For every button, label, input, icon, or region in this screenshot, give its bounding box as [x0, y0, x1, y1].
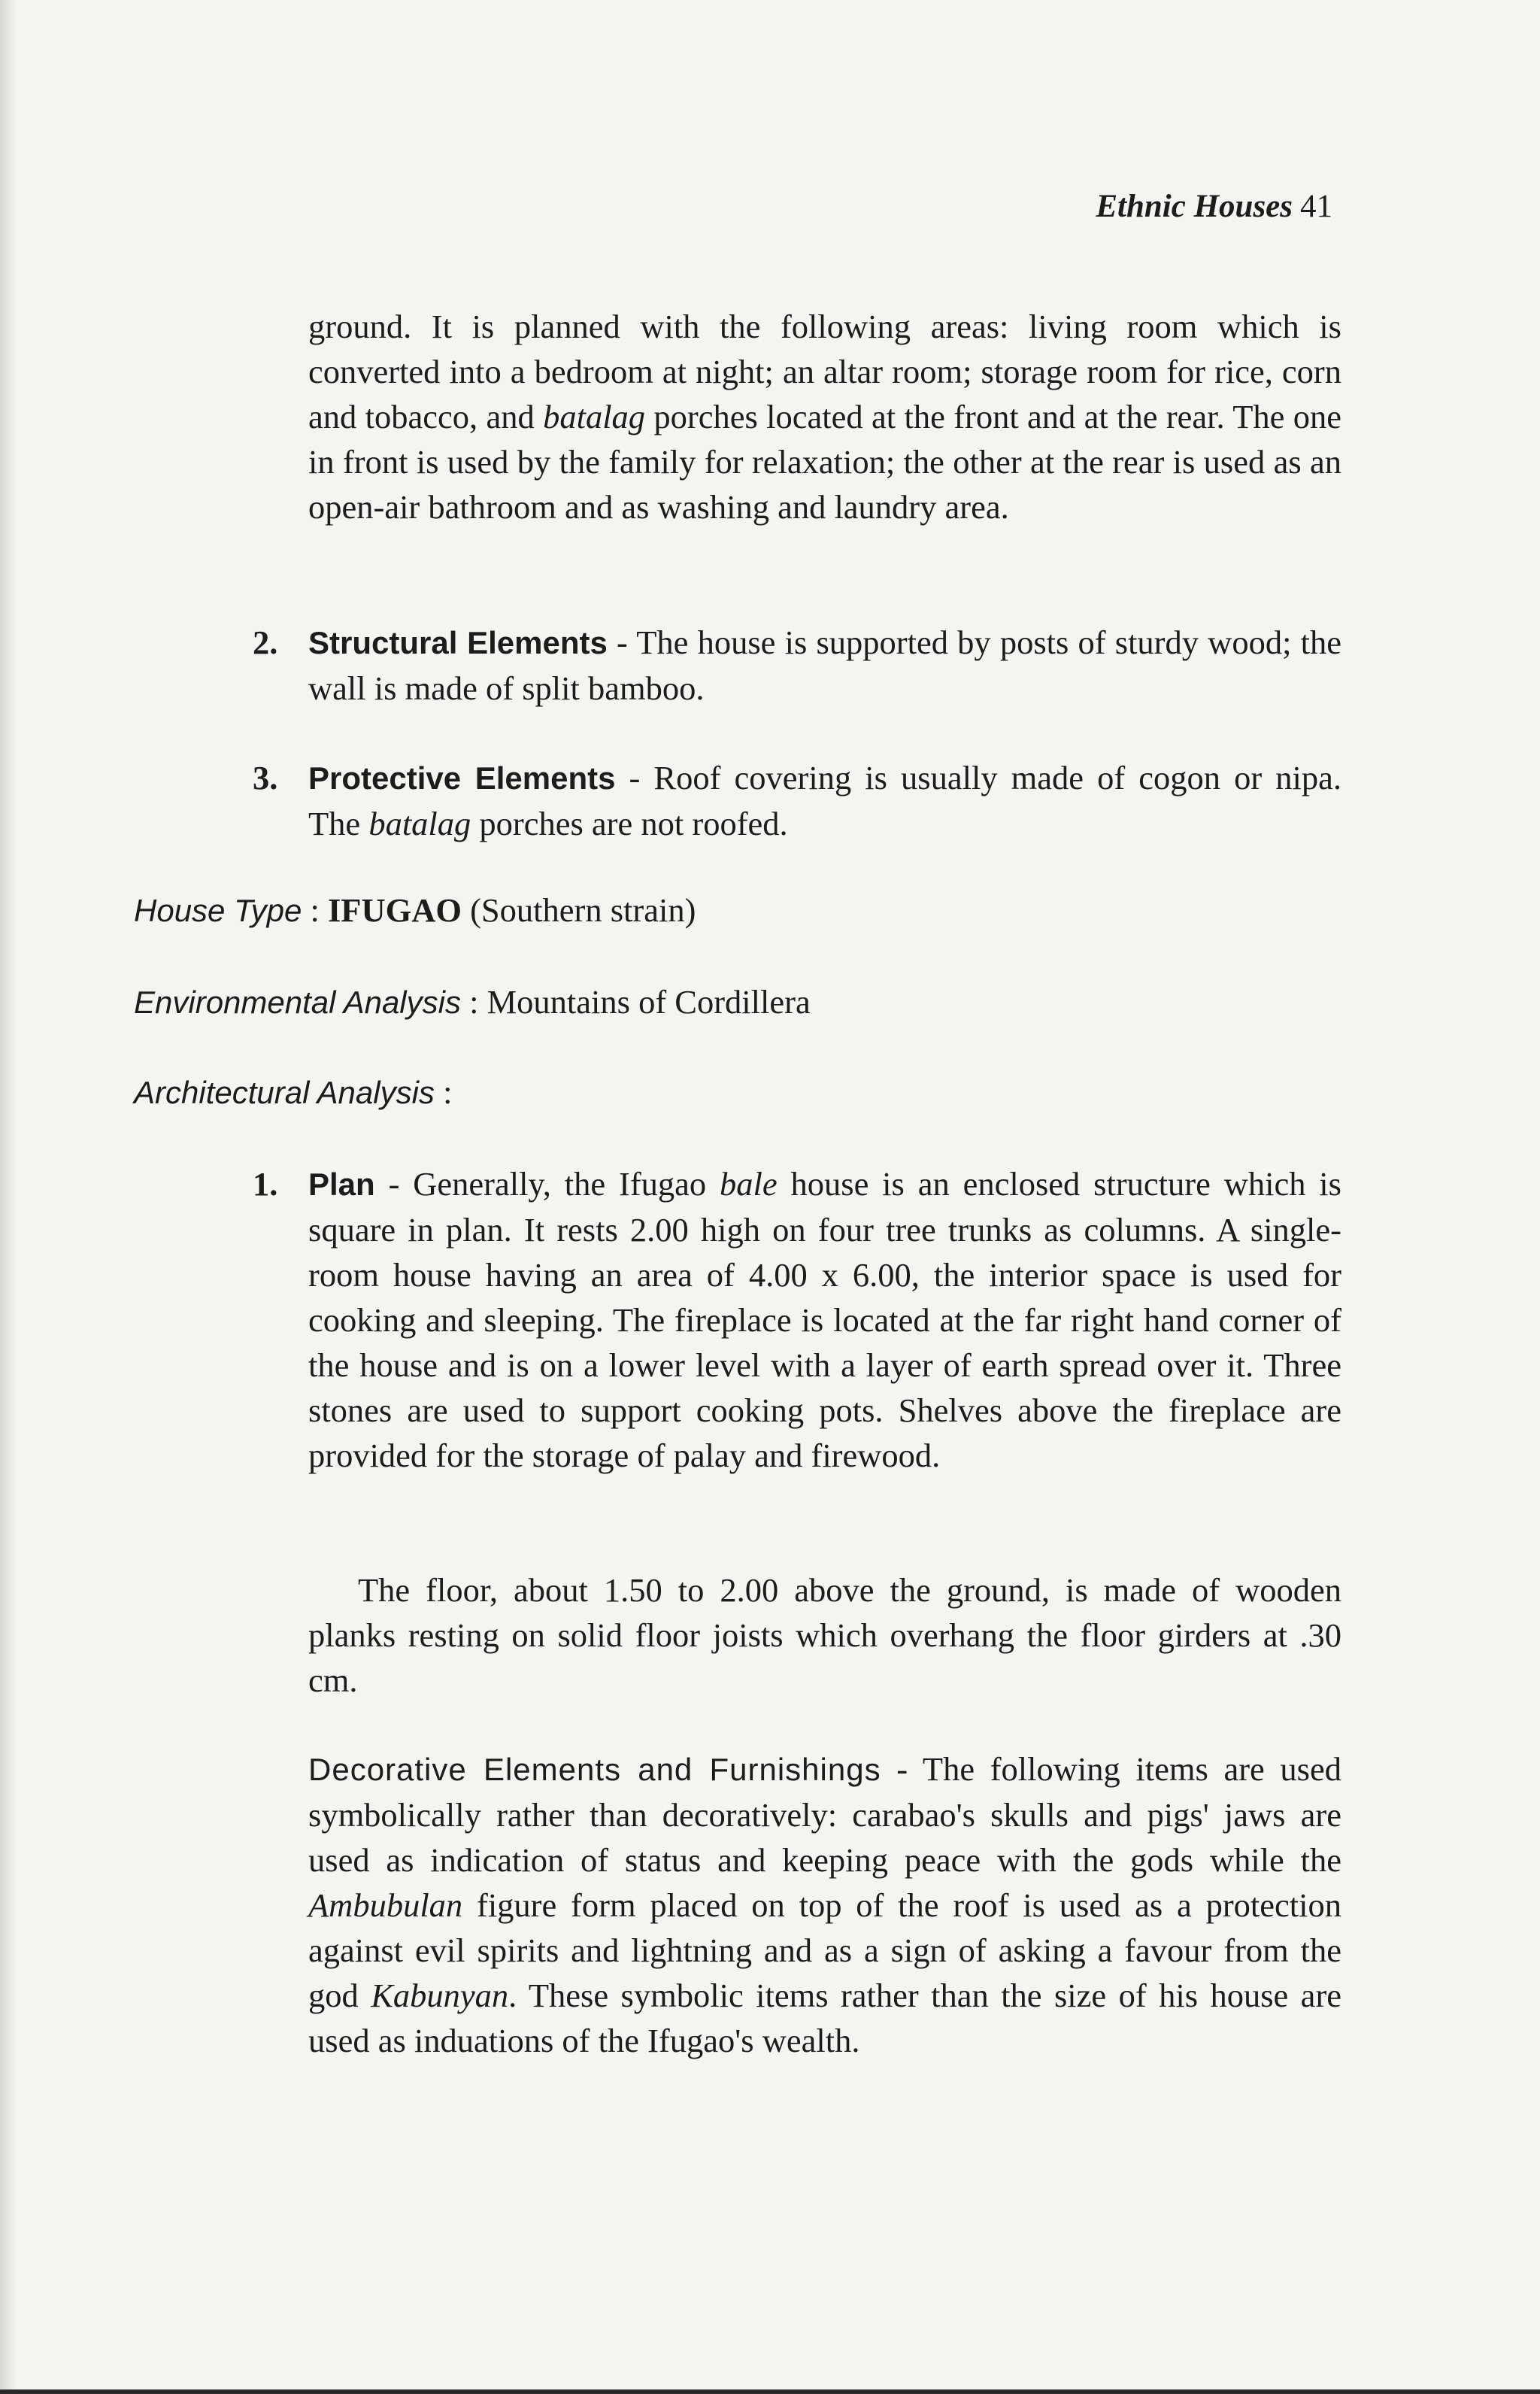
house-type-key: House Type — [134, 893, 302, 928]
plan-italic-bale: bale — [720, 1165, 778, 1203]
house-type-value: IFUGAO — [327, 891, 462, 929]
intro-paragraph — [308, 304, 1341, 529]
house-type-sep: : — [302, 891, 328, 929]
running-title: Ethnic Houses — [1096, 189, 1293, 224]
floor-text: The floor, about 1.50 to 2.00 above the ground, is made of wooden planks resting on solid floor joists which overhang the floor girders at .30 cm. — [308, 1571, 1341, 1699]
decorative-text-3: . These symbolic items rather than the size of his house are used as induations of the Ifugao's wealth. — [308, 1977, 1342, 2059]
item-2-label: Structural Elements — [308, 625, 608, 660]
plan-text-1: - Generally, the Ifugao — [374, 1165, 720, 1203]
page-bottom-edge — [0, 2389, 1540, 2394]
environmental-analysis-value: Mountains of Cordillera — [487, 983, 811, 1021]
plan-text-2: house is an enclosed structure which is square in plan. It rests 2.00 high on four tree trunks as columns. A single-room house having an area of 4.00 x 6.00, the interior space is used for cooking and sleeping. The fireplace is located at the far right hand corner of the house and is on a lower level with a layer of earth spread over it. Three stones are used to support cooking pots. Shelves above the fireplace are provided for the storage of palay and firewood. — [308, 1165, 1341, 1474]
plan-number: 1. — [253, 1165, 278, 1203]
architectural-analysis-sep: : — [434, 1073, 453, 1111]
environmental-analysis-line — [134, 979, 811, 1025]
plan-paragraph — [308, 1161, 1341, 1478]
decorative-italic-kabunyan: Kabunyan — [371, 1977, 509, 2014]
environmental-analysis-sep: : — [460, 983, 487, 1021]
item-3-label: Protective Elements — [308, 760, 616, 796]
house-type-line — [134, 888, 696, 933]
house-type-strain: (Southern strain) — [461, 891, 696, 929]
item-3-text-1: - Roof covering is usually made of cogon or nipa. The — [308, 759, 1341, 842]
decorative-text-2: figure form placed on top of the roof is used as a protection against evil spirits and lightning and as a sign of asking a favour from the god — [308, 1886, 1341, 2014]
page-number: 41 — [1300, 189, 1332, 224]
item-2-text: - The house is supported by posts of sturdy wood; the wall is made of split bamboo. — [308, 624, 1341, 707]
item-2-number: 2. — [253, 624, 278, 661]
intro-text-2: porches located at the front and at the rear. The one in front is used by the family for relaxation; the other at the rear is used as an open-air bathroom and as washing and laundry area. — [308, 398, 1342, 526]
environmental-analysis-key: Environmental Analysis — [134, 985, 461, 1020]
item-3-text-2: porches are not roofed. — [471, 805, 788, 842]
item-3-italic-batalag: batalag — [368, 805, 471, 842]
decorative-text-1: - The following items are used symbolically rather than decoratively: carabao's skulls and pigs' jaws are used as indication of status and keeping peace with the gods while the — [308, 1750, 1341, 1879]
floor-paragraph — [308, 1567, 1341, 1703]
plan-label: Plan — [308, 1167, 375, 1202]
running-header — [1096, 188, 1332, 225]
item-3-protective-elements — [308, 755, 1341, 846]
architectural-analysis-line — [134, 1070, 452, 1115]
item-2-structural-elements — [308, 620, 1341, 711]
architectural-analysis-key: Architectural Analysis — [134, 1075, 435, 1110]
item-3-number: 3. — [253, 759, 278, 796]
decorative-italic-ambubulan: Ambubulan — [308, 1886, 463, 1924]
page-edge-shadow — [0, 0, 18, 2394]
decorative-label: Decorative Elements and Furnishings — [308, 1752, 881, 1787]
decorative-elements-paragraph — [308, 1746, 1341, 2063]
intro-text-1: ground. It is planned with the following areas: living room which is converted into a bedroom at night; an altar room; storage room for rice, corn and tobacco, and — [308, 308, 1341, 435]
intro-italic-batalag: batalag — [543, 398, 646, 435]
